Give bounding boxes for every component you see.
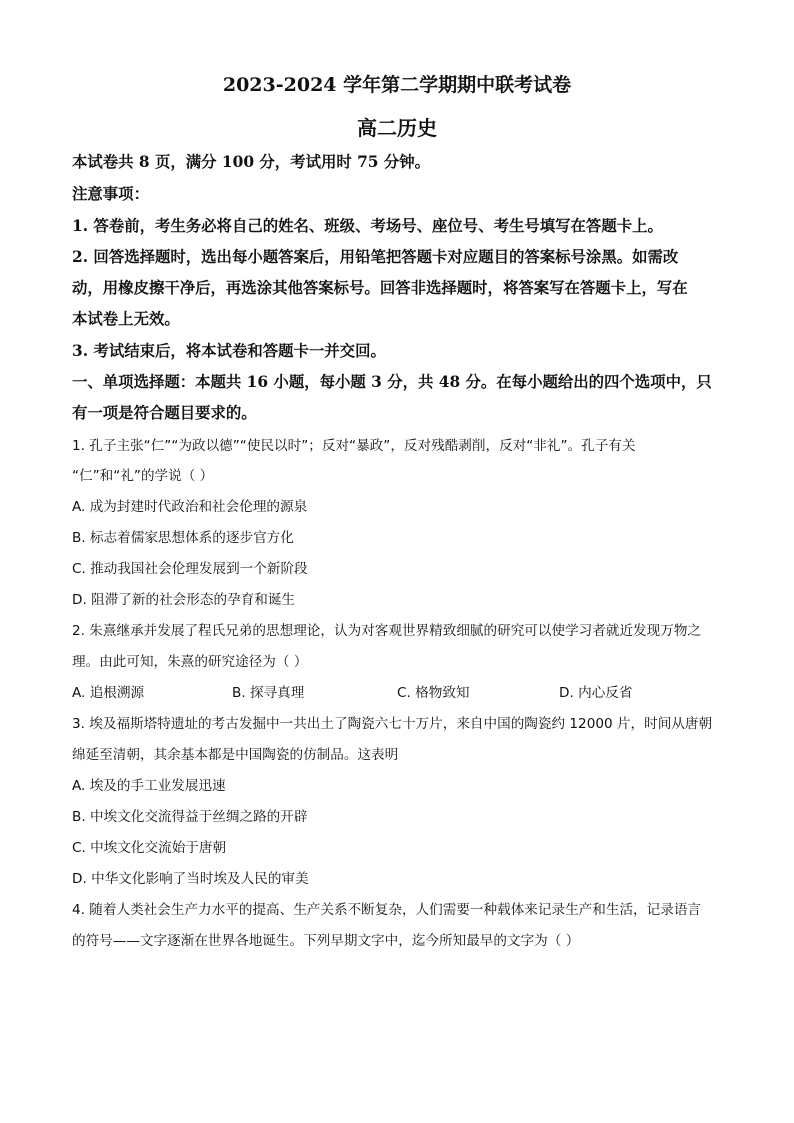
q2-option-c: C. 格物致知 — [397, 685, 470, 701]
q2-option-b: B. 探寻真理 — [232, 685, 305, 701]
q2-option-d: D. 内心反省 — [559, 685, 633, 701]
q3-stem-line-1: 3. 埃及福斯塔特遗址的考古发掘中一共出土了陶瓷六七十万片，来自中国的陶瓷约 12000 片，时间从唐朝 — [72, 716, 713, 732]
notice-item-2-line-1: 2. 回答选择题时，选出每小题答案后，用铅笔把答题卡对应题目的答案标号涂黑。如需改 — [72, 248, 679, 266]
q3-option-d: D. 中华文化影响了当时埃及人民的审美 — [72, 871, 309, 887]
q3-option-b: B. 中埃文化交流得益于丝绸之路的开辟 — [72, 809, 308, 825]
notice-label: 注意事项： — [72, 185, 149, 203]
exam-subject: 高二历史 — [357, 116, 437, 140]
q2-option-a: A. 追根溯源 — [72, 685, 145, 701]
q1-option-a: A. 成为封建时代政治和社会伦理的源泉 — [72, 499, 308, 515]
q3-option-c: C. 中埃文化交流始于唐朝 — [72, 840, 227, 856]
q1-option-b: B. 标志着儒家思想体系的逐步官方化 — [72, 530, 294, 546]
notice-item-2-line-2: 动，用橡皮擦干净后，再选涂其他答案标号。回答非选择题时，将答案写在答题卡上，写在 — [72, 279, 688, 297]
exam-info: 本试卷共 8 页，满分 100 分，考试用时 75 分钟。 — [72, 153, 431, 171]
q3-option-a: A. 埃及的手工业发展迅速 — [72, 778, 226, 794]
section-heading-line-1: 一、单项选择题：本题共 16 小题，每小题 3 分，共 48 分。在每小题给出的四个选项中，只 — [72, 373, 712, 391]
q2-stem-line-2: 理。由此可知，朱熹的研究途径为（ ） — [72, 654, 308, 670]
q3-stem-line-2: 绵延至清朝，其余基本都是中国陶瓷的仿制品。这表明 — [72, 747, 399, 763]
q1-stem-line-2: “仁”和“礼”的学说（ ） — [72, 468, 214, 484]
q2-stem-line-1: 2. 朱熹继承并发展了程氏兄弟的思想理论，认为对客观世界精致细腻的研究可以使学习者就近发现万物之 — [72, 623, 702, 639]
q1-stem-line-1: 1. 孔子主张“仁”“为政以德”“使民以时”；反对“暴政”，反对残酷剥削，反对“非礼”。孔子有关 — [72, 438, 636, 454]
q2-options-row — [72, 681, 732, 701]
notice-item-3: 3. 考试结束后，将本试卷和答题卡一并交回。 — [72, 342, 386, 360]
notice-item-1: 1. 答卷前，考生务必将自己的姓名、班级、考场号、座位号、考生号填写在答题卡上。 — [72, 217, 663, 235]
exam-title: 2023-2024 学年第二学期期中联考试卷 — [222, 74, 572, 96]
q1-option-d: D. 阻滞了新的社会形态的孕育和诞生 — [72, 592, 296, 608]
q4-stem-line-2: 的符号——文字逐渐在世界各地诞生。下列早期文字中，迄今所知最早的文字为（ ） — [72, 933, 580, 949]
notice-item-2-line-3: 本试卷上无效。 — [72, 310, 180, 328]
q1-option-c: C. 推动我国社会伦理发展到一个新阶段 — [72, 561, 308, 577]
section-heading-line-2: 有一项是符合题目要求的。 — [72, 404, 257, 422]
q4-stem-line-1: 4. 随着人类社会生产力水平的提高、生产关系不断复杂，人们需要一种载体来记录生产和生活，记录语言 — [72, 902, 702, 918]
